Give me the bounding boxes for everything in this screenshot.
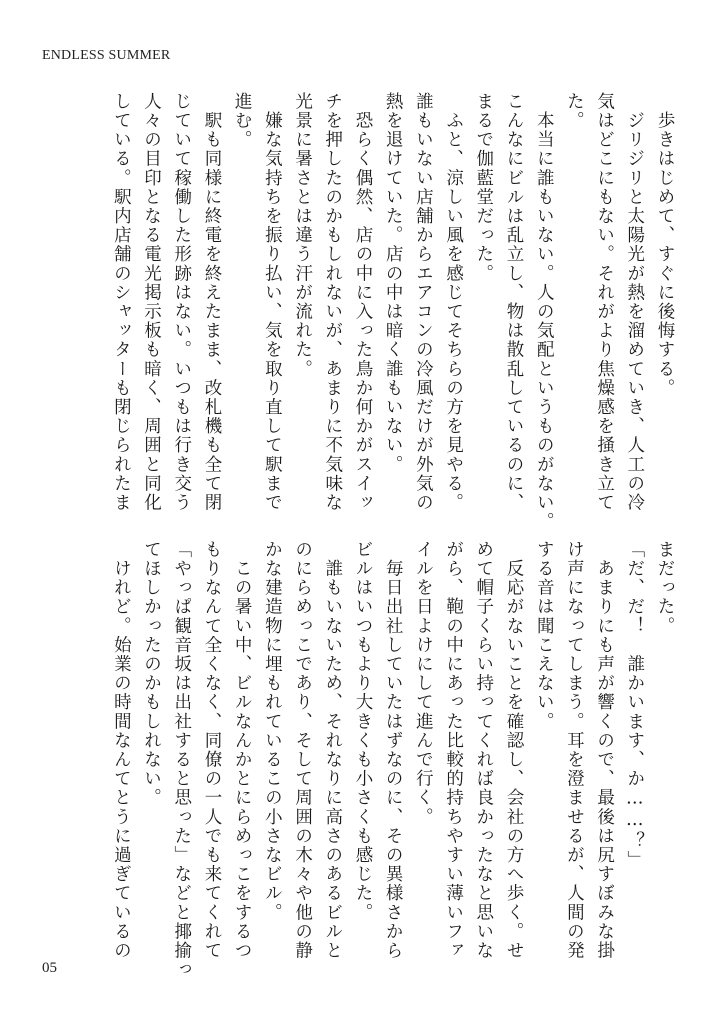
text-line: 気はどこにもない。それがより焦燥感を掻き立て [594,92,615,513]
text-line: た。 [564,92,585,131]
text-line: している。駅内店舗のシャッターも閉じられたま [111,92,132,513]
text-line: け声になってしまう。耳を澄ませるが、人間の発 [564,540,585,961]
text-line: あまりにも声が響くので、最後は尻すぼみな掛 [594,540,615,961]
text-line: じていて稼働した形跡はない。いつもは行き交う [171,92,192,513]
text-line: 光景に暑さとは違う汗が流れた。 [292,92,313,379]
text-line: 誰もいないため、それなりに高さのあるビルと [322,540,343,961]
text-line: 反応がないことを確認し、会社の方へ歩く。せ [503,540,524,961]
text-line: がら、鞄の中にあった比較的持ちやすい薄いファ [443,540,464,961]
text-line: 嫌な気持ちを振り払い、気を取り直して駅まで [262,92,283,513]
text-line: する音は聞こえない。 [534,540,555,731]
text-line: 進む。 [232,92,253,150]
text-line: めて帽子くらい持ってくれば良かったなと思いな [473,540,494,961]
text-line: もりなんて全くなく、同僚の一人でも来てくれて [201,540,222,961]
text-line: まだった。 [655,540,675,636]
text-line: てほしかったのかもしれない。 [141,540,162,808]
text-line: のにらめっこであり、そして周囲の木々や他の静 [292,540,313,961]
text-line: かな建造物に埋もれているこの小さなビル。 [262,540,283,922]
text-line: 毎日出社していたはずなのに、その異様さから [383,540,404,961]
text-line: 「だ、だ！ 誰かいます、か……？」 [624,540,645,870]
text-line: 歩きはじめて、すぐに後悔する。 [655,92,675,398]
text-line: こんなにビルは乱立し、物は散乱しているのに、 [503,92,524,513]
text-line: ジリジリと太陽光が熱を溜めていき、人工の冷 [624,92,645,513]
text-line: この暑い中、ビルなんかとにらめっこをするつ [232,540,253,961]
text-line: 「やっぱ観音坂は出社すると思った」などと揶揄っ [171,540,192,980]
text-line: ふと、涼しい風を感じてそちらの方を見やる。 [443,92,464,513]
page-number: 05 [42,960,57,976]
text-line: 駅も同様に終電を終えたまま、改札機も全て閉 [201,92,222,513]
text-line: イルを日よけにして進んで行く。 [413,540,434,827]
running-header-title: ENDLESS SUMMER [42,48,171,63]
text-line: けれど。始業の時間なんてとうに過ぎているの [111,540,132,961]
text-line: 誰もいない店舗からエアコンの冷風だけが外気の [413,92,434,513]
text-line: 本当に誰もいない。人の気配というものがない。 [534,92,555,532]
text-line: 熱を退けていた。店の中は暗く誰もいない。 [383,92,404,474]
text-line: 人々の目印となる電光掲示板も暗く、周囲と同化 [141,92,162,513]
text-line: チを押したのかもしれないが、あまりに不気味な [322,92,343,513]
text-line: 恐らく偶然、店の中に入った鳥か何かがスイッ [352,92,373,513]
body-text-top-block [40,92,680,532]
text-line: まるで伽藍堂だった。 [473,92,494,283]
text-line: ビルはいつもより大きくも小さくも感じた。 [352,540,373,922]
